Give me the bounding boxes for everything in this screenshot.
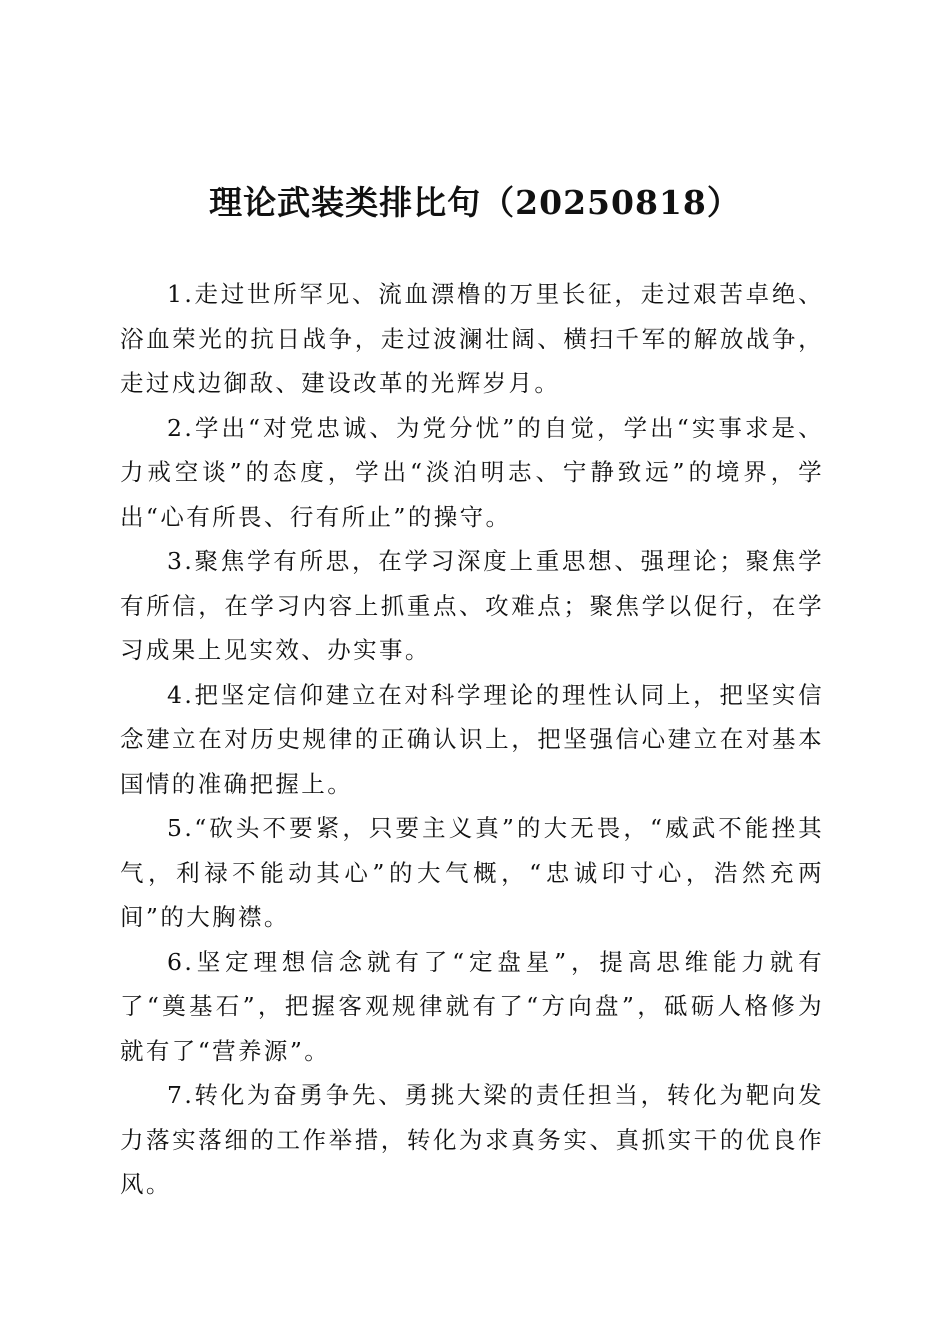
paragraph-4: 4.把坚定信仰建立在对科学理论的理性认同上，把坚实信念建立在对历史规律的正确认识上，把坚强信心建立在对基本国情的准确把握上。 <box>120 680 824 798</box>
paragraph-5: 5.“砍头不要紧，只要主义真”的大无畏，“威武不能挫其气，利禄不能动其心”的大气概，“忠诚印寸心，浩然充两间”的大胸襟。 <box>120 814 824 931</box>
document-title: 理论武装类排比句（20250818） <box>209 183 741 222</box>
paragraph-3: 3.聚焦学有所思，在学习深度上重思想、强理论；聚焦学有所信，在学习内容上抓重点、攻难点；聚焦学以促行，在学习成果上见实效、办实事。 <box>120 547 824 664</box>
paragraph-6: 6.坚定理想信念就有了“定盘星”，提高思维能力就有了“奠基石”，把握客观规律就有了“方向盘”，砥砺人格修为就有了“营养源”。 <box>120 947 824 1065</box>
paragraph-7: 7.转化为奋勇争先、勇挑大梁的责任担当，转化为靶向发力落实落细的工作举措，转化为求真务实、真抓实干的优良作风。 <box>120 1081 824 1198</box>
document-body <box>120 272 824 1207</box>
paragraph-2: 2.学出“对党忠诚、为党分忧”的自觉，学出“实事求是、力戒空谈”的态度，学出“淡泊明志、宁静致远”的境界，学出“心有所畏、行有所止”的操守。 <box>120 413 824 531</box>
paragraph-1: 1.走过世所罕见、流血漂橹的万里长征，走过艰苦卓绝、浴血荣光的抗日战争，走过波澜壮阔、横扫千军的解放战争，走过戍边御敌、建设改革的光辉岁月。 <box>120 280 824 397</box>
